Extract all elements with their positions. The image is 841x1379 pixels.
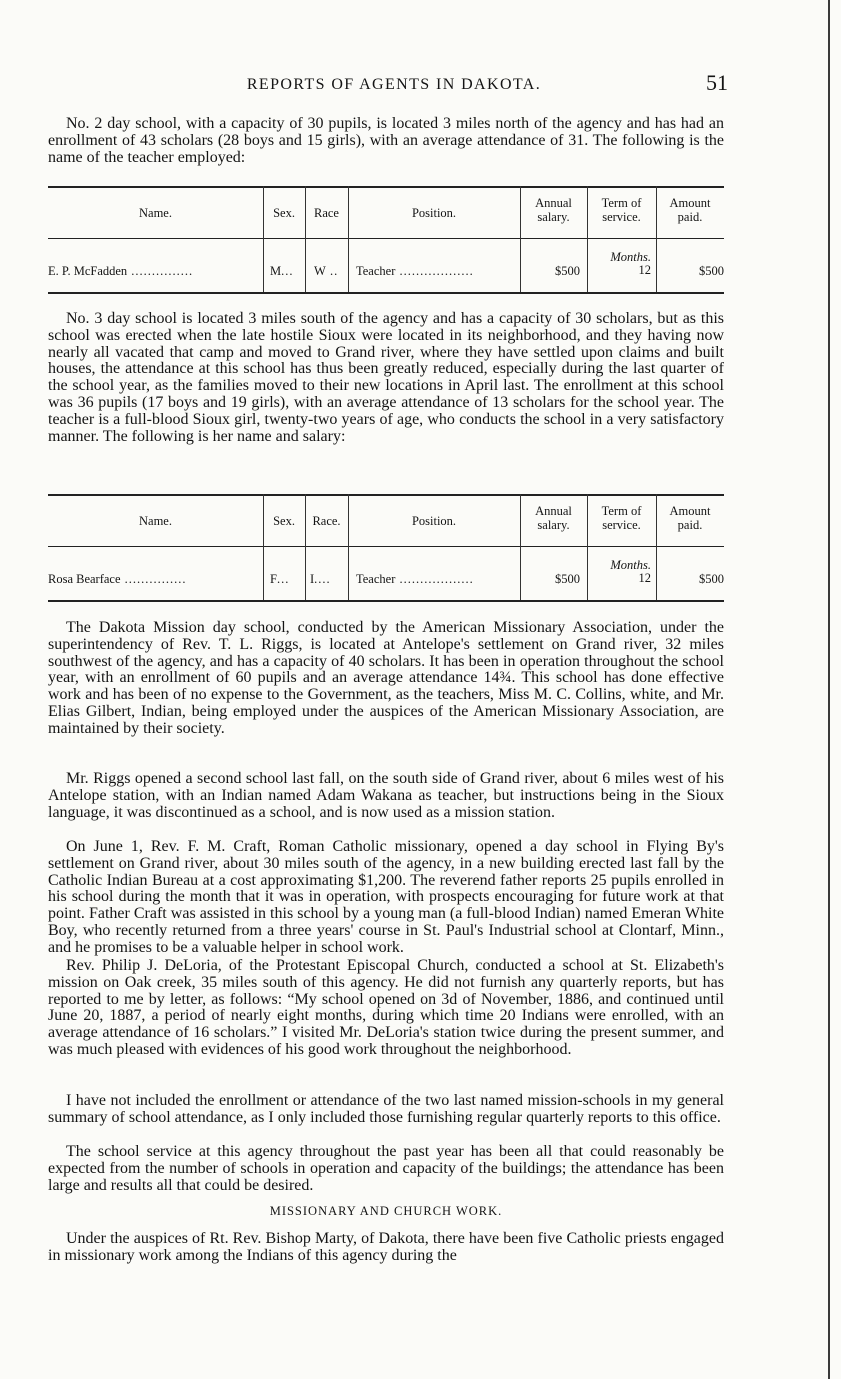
cell-amount-paid: $500 [699,264,724,278]
section-heading: MISSIONARY AND CHURCH WORK. [269,1204,503,1218]
paragraph-school-service: The school service at this agency throughout the past year has been all that could reasonably be expected from the number of schools in operation and capacity of the buildings; the attendance has been large and results all that could be desired. [48,1143,724,1194]
teacher-table-no3 [48,494,724,604]
cell-sex: F... [270,572,290,586]
page-header [60,72,728,102]
cell-name: Rosa Bearface ............... [48,572,187,586]
cell-term: 12 [638,263,651,277]
cell-name: E. P. McFadden ............... [48,264,194,278]
page-number: 51 [706,70,728,95]
paragraph-missionary-work: Under the auspices of Rt. Rev. Bishop Marty, of Dakota, there have been five Catholic priests engaged in missionary work among the Indians of this agency during the [48,1230,724,1264]
paragraph-no3-day-school: No. 3 day school is located 3 miles south of the agency and has a capacity of 30 scholars, but as this school was erected when the late hostile Sioux were located in its neighborhood, and they having now nearly all vacated that camp and moved to Grand river, where they have settled upon claims and built houses, the attendance at this school has thus been greatly reduced, especially during the last quarter of the school year, as the families moved to their new locations in April last. The enrollment at this school was 36 pupils (17 boys and 19 girls), with an average attendance of 13 scholars for the school year. The teacher is a full-blood Sioux girl, twenty-two years of age, who conducts the school in a very satisfactory manner. The following is her name and salary: [48,310,724,445]
cell-sex: M... [270,264,294,278]
cell-salary: $500 [555,264,580,278]
cell-term: 12 [638,571,651,585]
header-position: Position. [411,206,457,220]
header-term-of-service: Term of service. [601,196,642,224]
header-amount-paid: Amount paid. [669,196,711,224]
header-annual-salary: Annual salary. [535,196,572,224]
paragraph-not-included: I have not included the enrollment or attendance of the two last named mission-schools in my general summary of school attendance, as I only included those furnishing regular quarterly reports to this office. [48,1092,724,1126]
page-edge [828,0,830,1379]
header-sex: Sex. [273,206,295,220]
cell-race: I.... [310,572,331,586]
paragraph-no2-day-school: No. 2 day school, with a capacity of 30 pupils, is located 3 miles north of the agency and has had an enrollment of 43 scholars (28 boys and 15 girls), with an average attendance of 31. The following is the name of the teacher employed: [48,115,724,166]
header-position: Position. [411,514,457,528]
cell-term-unit: Months. [610,558,651,572]
teacher-table-no2 [48,186,724,296]
header-amount-paid: Amount paid. [669,504,711,532]
cell-salary: $500 [555,572,580,586]
cell-amount-paid: $500 [699,572,724,586]
header-sex: Sex. [273,514,295,528]
paragraph-riggs-second-school: Mr. Riggs opened a second school last fall, on the south side of Grand river, about 6 miles west of his Antelope station, with an Indian named Adam Wakana as teacher, but instructions being in the Sioux language, it was discontinued as a school, and is now used as a mission station. [48,770,724,821]
header-term-of-service: Term of service. [601,504,642,532]
cell-race: W .. [314,264,339,278]
paragraph-dakota-mission: The Dakota Mission day school, conducted by the American Missionary Association, under the superintendency of Rev. T. L. Riggs, is located at Antelope's settlement on Grand river, 32 miles southwest of the agency, and has a capacity of 40 scholars. It has been in operation throughout the school year, with an enrollment of 60 pupils and an average attendance 14¾. This school has done effective work and has been of no expense to the Government, as the teachers, Miss M. C. Collins, white, and Mr. Elias Gilbert, Indian, being employed under the auspices of the American Missionary Association, are maintained by their society. [48,619,724,737]
cell-position: Teacher .................. [356,264,474,278]
cell-position: Teacher .................. [356,572,474,586]
header-name: Name. [139,514,172,528]
cell-term-unit: Months. [610,250,651,264]
paragraph-deloria-school: Rev. Philip J. DeLoria, of the Protestant Episcopal Church, conducted a school at St. Elizabeth's mission on Oak creek, 35 miles south of this agency. He did not furnish any quarterly reports, but has reported to me by letter, as follows: “My school opened on 3d of November, 1886, and continued until June 20, 1887, a period of nearly eight months, during which time 20 Indians were enrolled, with an average attendance of 16 scholars.” I visited Mr. DeLoria's station twice during the present summer, and was much pleased with evidences of his good work throughout the neighborhood. [48,957,724,1058]
header-race: Race [314,206,339,220]
header-annual-salary: Annual salary. [535,504,572,532]
header-race: Race. [312,514,341,528]
header-name: Name. [139,206,172,220]
paragraph-craft-day-school: On June 1, Rev. F. M. Craft, Roman Catholic missionary, opened a day school in Flying By's settlement on Grand river, about 30 miles south of the agency, in a new building erected last fall by the Catholic Indian Bureau at a cost approximating $1,200. The reverend father reports 25 pupils enrolled in his school during the month that it was in operation, with prospects encouraging for future work at that point. Father Craft was assisted in this school by a young man (a full-blood Indian) named Emeran White Boy, who recently returned from a three years' course in St. Paul's Industrial school at Clontarf, Minn., and he promises to be a valuable helper in school work. [48,838,724,956]
running-title: REPORTS OF AGENTS IN DAKOTA. [246,76,542,93]
